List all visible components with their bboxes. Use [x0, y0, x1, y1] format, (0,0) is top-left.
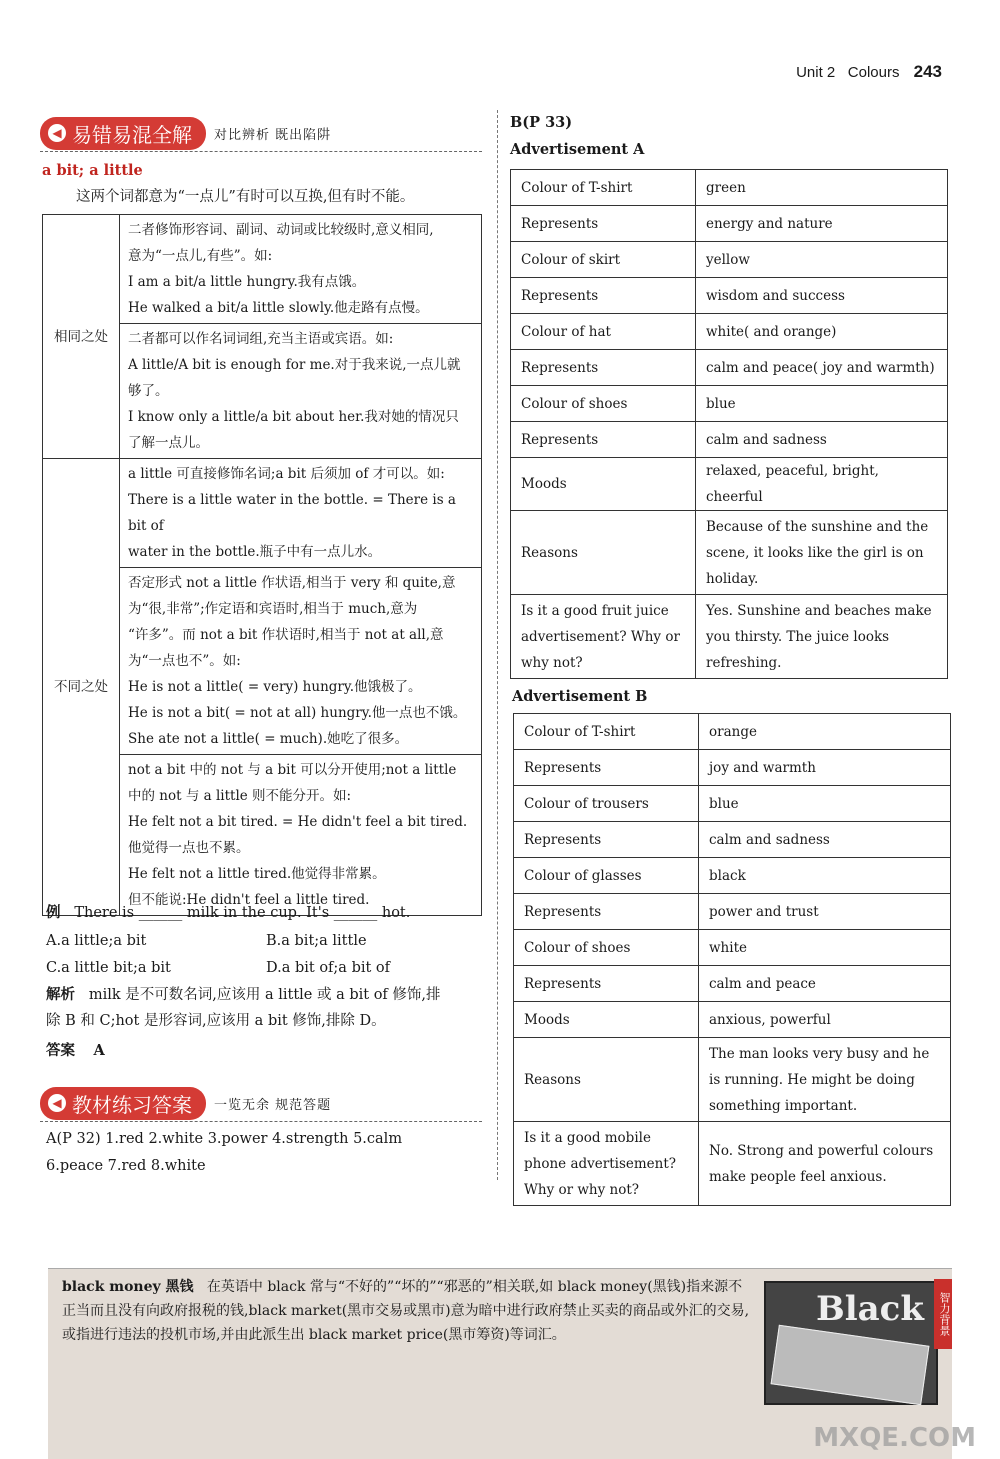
option-b: B.a bit;a little — [266, 933, 367, 949]
same-cell-1: 二者修饰形容词、副词、动词或比较级时,意义相同, 意为“一点儿,有些”。如: I am a bit/a little hungry.我有点饿。 He walked a bit/a little slowly.他走路有点慢。 — [120, 215, 482, 324]
ad-a-row — [511, 386, 948, 422]
intro-text: 这两个词都意为“一点儿”有时可以互换,但有时不能。 — [76, 189, 415, 205]
diff-cell-3: not a bit 中的 not 与 a bit 可以分开使用;not a little 中的 not 与 a little 则不能分开。如: He felt not a bit tired. = He didn't feel a bit tired. 他觉得一点也不累。 He felt not a little tired.他觉得非常累。 但不能说:He didn't feel a little tired. — [120, 755, 482, 916]
part-b-heading: B(P 33) — [510, 114, 573, 131]
ad-a-key: Colour of skirt — [511, 242, 696, 278]
page-header — [796, 62, 942, 82]
ad-b-row — [514, 1122, 951, 1206]
option-c: C.a little bit;a bit — [46, 960, 171, 976]
ad-b-key: Colour of T-shirt — [514, 714, 699, 750]
same-label: 相同之处 — [43, 215, 120, 459]
ad-a-value: white( and orange) — [696, 314, 948, 350]
banner-title: 易错易混全解 — [72, 122, 192, 147]
black-money-image: Black — [764, 1281, 938, 1405]
example-text: There is ______ milk in the cup. It's ______ hot. — [74, 905, 411, 921]
ad-a-row — [511, 595, 948, 679]
ad-a-key: Colour of hat — [511, 314, 696, 350]
same-cell-2: 二者都可以作名词词组,充当主语或宾语。如: A little/A bit is enough for me.对于我来说,一点儿就 够了。 I know only a little/a bit about her.我对她的情况只 了解一点儿。 — [120, 324, 482, 459]
ad-b-key: Colour of shoes — [514, 930, 699, 966]
ad-a-value: relaxed, peaceful, bright, cheerful — [696, 458, 948, 511]
example-label: 例 — [46, 904, 61, 921]
ad-b-key: Colour of trousers — [514, 786, 699, 822]
analysis-label: 解析 — [46, 986, 75, 1003]
ad-b-row — [514, 822, 951, 858]
ad-b-title: Advertisement B — [512, 688, 648, 705]
comparison-table — [42, 214, 482, 916]
analysis-text: milk 是不可数名词,应该用 a little 或 a bit of 修饰,排 — [88, 987, 441, 1003]
option-a: A.a little;a bit — [46, 933, 147, 949]
watermark: MXQE.COM — [813, 1423, 976, 1453]
ad-a-key: Represents — [511, 422, 696, 458]
ad-a-value: yellow — [696, 242, 948, 278]
ad-a-value: calm and sadness — [696, 422, 948, 458]
ad-a-value: blue — [696, 386, 948, 422]
megaphone-icon: ◀ — [48, 124, 66, 142]
ad-b-value: white — [699, 930, 951, 966]
ad-b-row — [514, 1002, 951, 1038]
ad-a-key: Colour of T-shirt — [511, 170, 696, 206]
ad-b-row — [514, 930, 951, 966]
ad-a-row — [511, 511, 948, 595]
analysis — [46, 982, 486, 1034]
ad-b-row — [514, 966, 951, 1002]
ad-a-table — [510, 169, 948, 679]
diff-label: 不同之处 — [43, 459, 120, 916]
ad-a-row — [511, 422, 948, 458]
ad-b-value: blue — [699, 786, 951, 822]
ad-b-key: Represents — [514, 966, 699, 1002]
ad-b-value: orange — [699, 714, 951, 750]
options — [46, 928, 486, 982]
term-explanation: 在英语中 black 常与“不好的”“坏的”“邪恶的”相关联,如 black money(黑钱)指来源不正当而且没有向政府报税的钱,black market(黑市交易或黑市)意为暗中进行政府禁止买卖的商品或外汇的交易,或指进行违法的投机市场,并由此派生出 black market price(黑市筹资)等词汇。 — [62, 1279, 750, 1343]
section-banner-errors — [40, 118, 482, 148]
ad-a-key: Is it a good fruit juice advertisement? Why or why not? — [511, 595, 696, 679]
ad-a-key: Represents — [511, 350, 696, 386]
ad-a-value: green — [696, 170, 948, 206]
ad-b-value: calm and sadness — [699, 822, 951, 858]
ad-b-row — [514, 786, 951, 822]
banner-subtitle: 一览无余 规范答题 — [214, 1097, 332, 1113]
banner-title: 教材练习答案 — [72, 1092, 192, 1117]
banknotes-illustration — [771, 1325, 930, 1406]
unit-title: Colours — [847, 64, 900, 81]
ad-b-key: Represents — [514, 894, 699, 930]
ad-a-row — [511, 278, 948, 314]
answers-a-line-1: A(P 32) 1.red 2.white 3.power 4.strength 5.calm — [46, 1131, 403, 1147]
ad-b-row — [514, 714, 951, 750]
ad-b-key: Reasons — [514, 1038, 699, 1122]
ad-b-key: Moods — [514, 1002, 699, 1038]
ad-a-key: Represents — [511, 206, 696, 242]
ad-b-value: The man looks very busy and he is running. He might be doing something important. — [699, 1038, 951, 1122]
ad-b-value: calm and peace — [699, 966, 951, 1002]
ad-a-key: Colour of shoes — [511, 386, 696, 422]
example-question — [46, 900, 410, 926]
ad-a-value: wisdom and success — [696, 278, 948, 314]
ad-a-row — [511, 170, 948, 206]
ad-a-row — [511, 458, 948, 511]
unit-label: Unit 2 — [796, 64, 836, 81]
answer-value: A — [93, 1042, 105, 1059]
ad-a-row — [511, 350, 948, 386]
ad-a-value: Yes. Sunshine and beaches make you thirsty. The juice looks refreshing. — [696, 595, 948, 679]
answer — [46, 1038, 105, 1064]
ad-a-row — [511, 206, 948, 242]
ad-b-key: Represents — [514, 750, 699, 786]
ad-b-key: Colour of glasses — [514, 858, 699, 894]
column-divider — [497, 110, 498, 1180]
option-d: D.a bit of;a bit of — [266, 960, 391, 976]
banner-subtitle: 对比辨析 既出陷阱 — [214, 127, 332, 143]
ad-b-row — [514, 858, 951, 894]
ad-b-row — [514, 894, 951, 930]
ad-a-row — [511, 242, 948, 278]
diff-cell-1: a little 可直接修饰名词;a bit 后须加 of 才可以。如: There is a little water in the bottle. = There is a bit of water in the bottle.瓶子中有一点儿水。 — [120, 459, 482, 568]
ad-b-value: anxious, powerful — [699, 1002, 951, 1038]
ad-a-value: energy and nature — [696, 206, 948, 242]
answers-a-line-2: 6.peace 7.red 8.white — [46, 1158, 206, 1174]
ad-b-row — [514, 1038, 951, 1122]
analysis-text-2: 除 B 和 C;hot 是形容词,应该用 a bit 修饰,排除 D。 — [46, 1013, 386, 1029]
ad-a-key: Represents — [511, 278, 696, 314]
topic-title: a bit; a little — [42, 162, 143, 179]
term: black money 黑钱 — [62, 1279, 194, 1295]
ad-b-row — [514, 750, 951, 786]
ad-a-key: Moods — [511, 458, 696, 511]
page-number: 243 — [913, 62, 942, 81]
section-banner-answers — [40, 1088, 482, 1118]
ad-b-table — [513, 713, 951, 1206]
ad-a-row — [511, 314, 948, 350]
section-tag: 智力背景 — [934, 1279, 952, 1349]
ad-b-value: No. Strong and powerful colours make people feel anxious. — [699, 1122, 951, 1206]
ad-b-value: black — [699, 858, 951, 894]
diff-cell-2: 否定形式 not a little 作状语,相当于 very 和 quite,意 为“很,非常”;作定语和宾语时,相当于 much,意为 “许多”。而 not a bit 作状语时,相当于 not at all,意 为“一点也不”。如: He is not a little( = very) hungry.他饿极了。 He is not a bit( = not at all) hungry.他一点也不饿。 She ate not a little( = much).她吃了很多。 — [120, 568, 482, 755]
ad-b-key: Represents — [514, 822, 699, 858]
ad-a-value: calm and peace( joy and warmth) — [696, 350, 948, 386]
megaphone-icon: ◀ — [48, 1094, 66, 1112]
ad-a-key: Reasons — [511, 511, 696, 595]
ad-b-value: joy and warmth — [699, 750, 951, 786]
ad-a-value: Because of the sunshine and the scene, it looks like the girl is on holiday. — [696, 511, 948, 595]
ad-b-key: Is it a good mobile phone advertisement? Why or why not? — [514, 1122, 699, 1206]
ad-a-title: Advertisement A — [510, 141, 645, 158]
ad-b-value: power and trust — [699, 894, 951, 930]
answer-label: 答案 — [46, 1042, 75, 1059]
